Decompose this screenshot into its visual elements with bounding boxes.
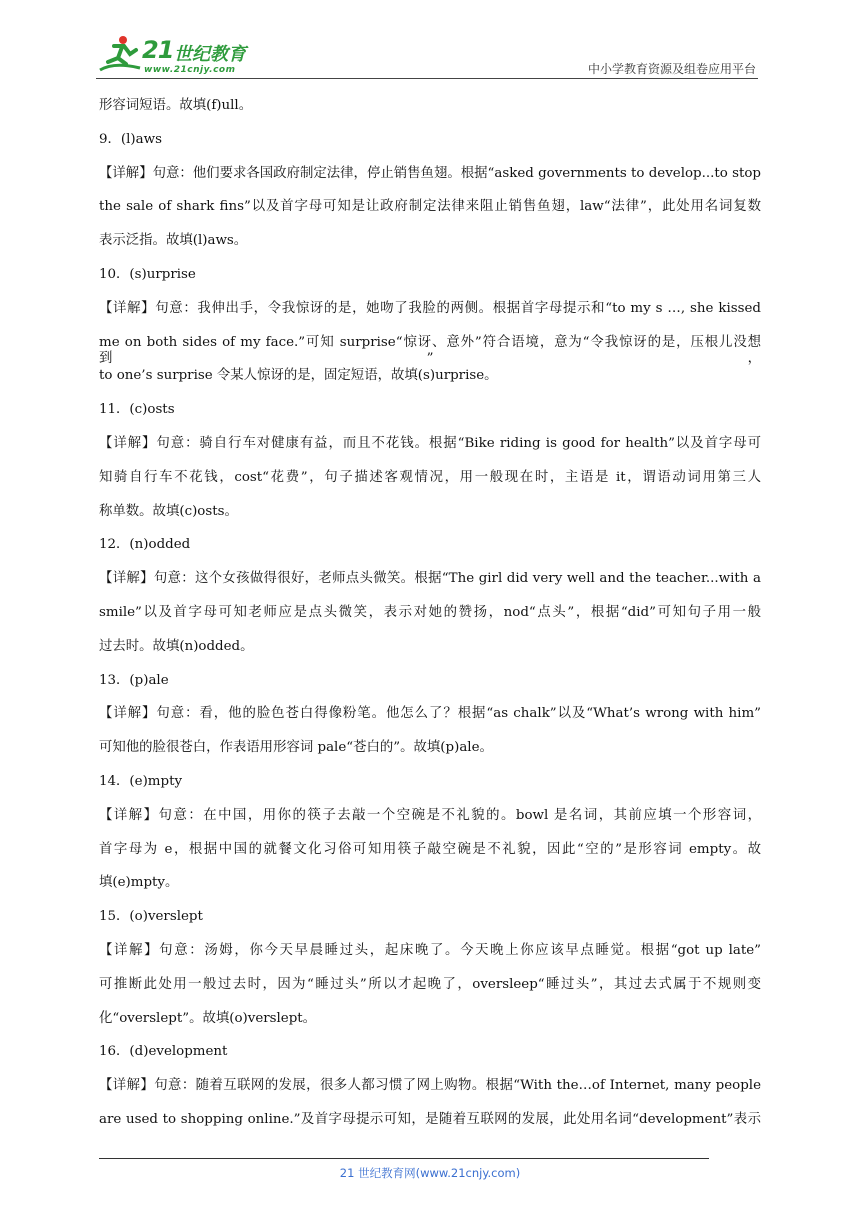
answer-heading: 16．(d)evelopment [99,1044,228,1060]
logo [96,34,266,78]
explanation-line: me on both sides of my face.”可知 surprise“惊讶、意外”符合语境，意为“令我惊讶的是，压根儿没想到”， [99,334,761,366]
text-line: 形容词短语。故填(f)ull。 [99,98,253,113]
answer-heading: 12．(n)odded [99,537,191,553]
answer-heading: 10．(s)urprise [99,266,196,282]
explanation-line: the sale of shark fins”以及首字母可知是让政府制定法律来阻止销售鱼翅，law“法律”，此处用名词复数 [99,199,761,215]
explanation-line: 【详解】句意：我伸出手，令我惊讶的是，她吻了我脸的两侧。根据首字母提示和“to my s …, she kissed [99,300,761,316]
explanation-line: are used to shopping online.”及首字母提示可知，是随着互联网的发展，此处用名词“development”表示 [99,1111,761,1127]
answer-heading: 11．(c)osts [99,402,175,418]
explanation-line: 【详解】句意：骑自行车对健康有益，而且不花钱。根据“Bike riding is good for health”以及首字母可 [99,435,761,451]
explanation-line: 首字母为 e，根据中国的就餐文化习俗可知用筷子敲空碗是不礼貌，因此“空的”是形容词 empty。故 [99,841,761,857]
explanation-line: 表示泛指。故填(l)aws。 [99,233,248,249]
explanation-line: 化“overslept”。故填(o)verslept。 [99,1010,317,1026]
explanation-line: smile”以及首字母可知老师应是点头微笑，表示对她的赞扬，nod“点头”，根据“did”可知句子用一般 [99,604,761,620]
explanation-line: 知骑自行车不花钱，cost“花费”，句子描述客观情况，用一般现在时，主语是 it，谓语动词用第三人 [99,469,761,485]
explanation-line: 【详解】句意：看，他的脸色苍白得像粉笔。他怎么了？根据“as chalk”以及“What’s wrong with him” [99,706,761,722]
logo-url: www.21cnjy.com [144,65,236,75]
answer-heading: 13．(p)ale [99,672,169,688]
logo-text: 世纪教育 [174,44,246,65]
runner-icon [96,34,142,74]
logo-number: 21 [142,36,174,64]
header-divider [96,78,758,79]
explanation-line: 【详解】句意：在中国，用你的筷子去敲一个空碗是不礼貌的。bowl 是名词，其前应填一个形容词， [99,807,761,823]
explanation-line: 可推断此处用一般过去时，因为“睡过头”所以才起晚了，oversleep“睡过头”，其过去式属于不规则变 [99,976,761,992]
answer-heading: 15．(o)verslept [99,909,203,925]
answer-heading: 9．(l)aws [99,131,162,147]
explanation-line: 可知他的脸很苍白，作表语用形容词 pale“苍白的”。故填(p)ale。 [99,740,493,756]
explanation-line: 过去时。故填(n)odded。 [99,638,254,654]
footer-divider [99,1158,709,1159]
explanation-line: 称单数。故填(c)osts。 [99,503,238,519]
explanation-line: 填(e)mpty。 [99,875,179,891]
page-footer: 21 世纪教育网(www.21cnjy.com) [339,1166,521,1180]
explanation-line: 【详解】句意：汤姆，你今天早晨睡过头，起床晚了。今天晚上你应该早点睡觉。根据“got up late” [99,942,761,958]
answer-heading: 14．(e)mpty [99,773,183,789]
explanation-line: to one’s surprise 令某人惊讶的是，固定短语，故填(s)urprise。 [99,368,498,384]
document-body [99,98,761,1128]
explanation-line: 【详解】句意：他们要求各国政府制定法律，停止销售鱼翅。根据“asked governments to develop...to stop [99,165,761,181]
explanation-line: 【详解】句意：随着互联网的发展，很多人都习惯了网上购物。根据“With the…of Internet, many people [99,1078,761,1094]
page-header [96,30,758,80]
platform-name: 中小学教育资源及组卷应用平台 [587,62,756,76]
explanation-line: 【详解】句意：这个女孩做得很好，老师点头微笑。根据“The girl did very well and the teacher...with a [99,571,761,587]
